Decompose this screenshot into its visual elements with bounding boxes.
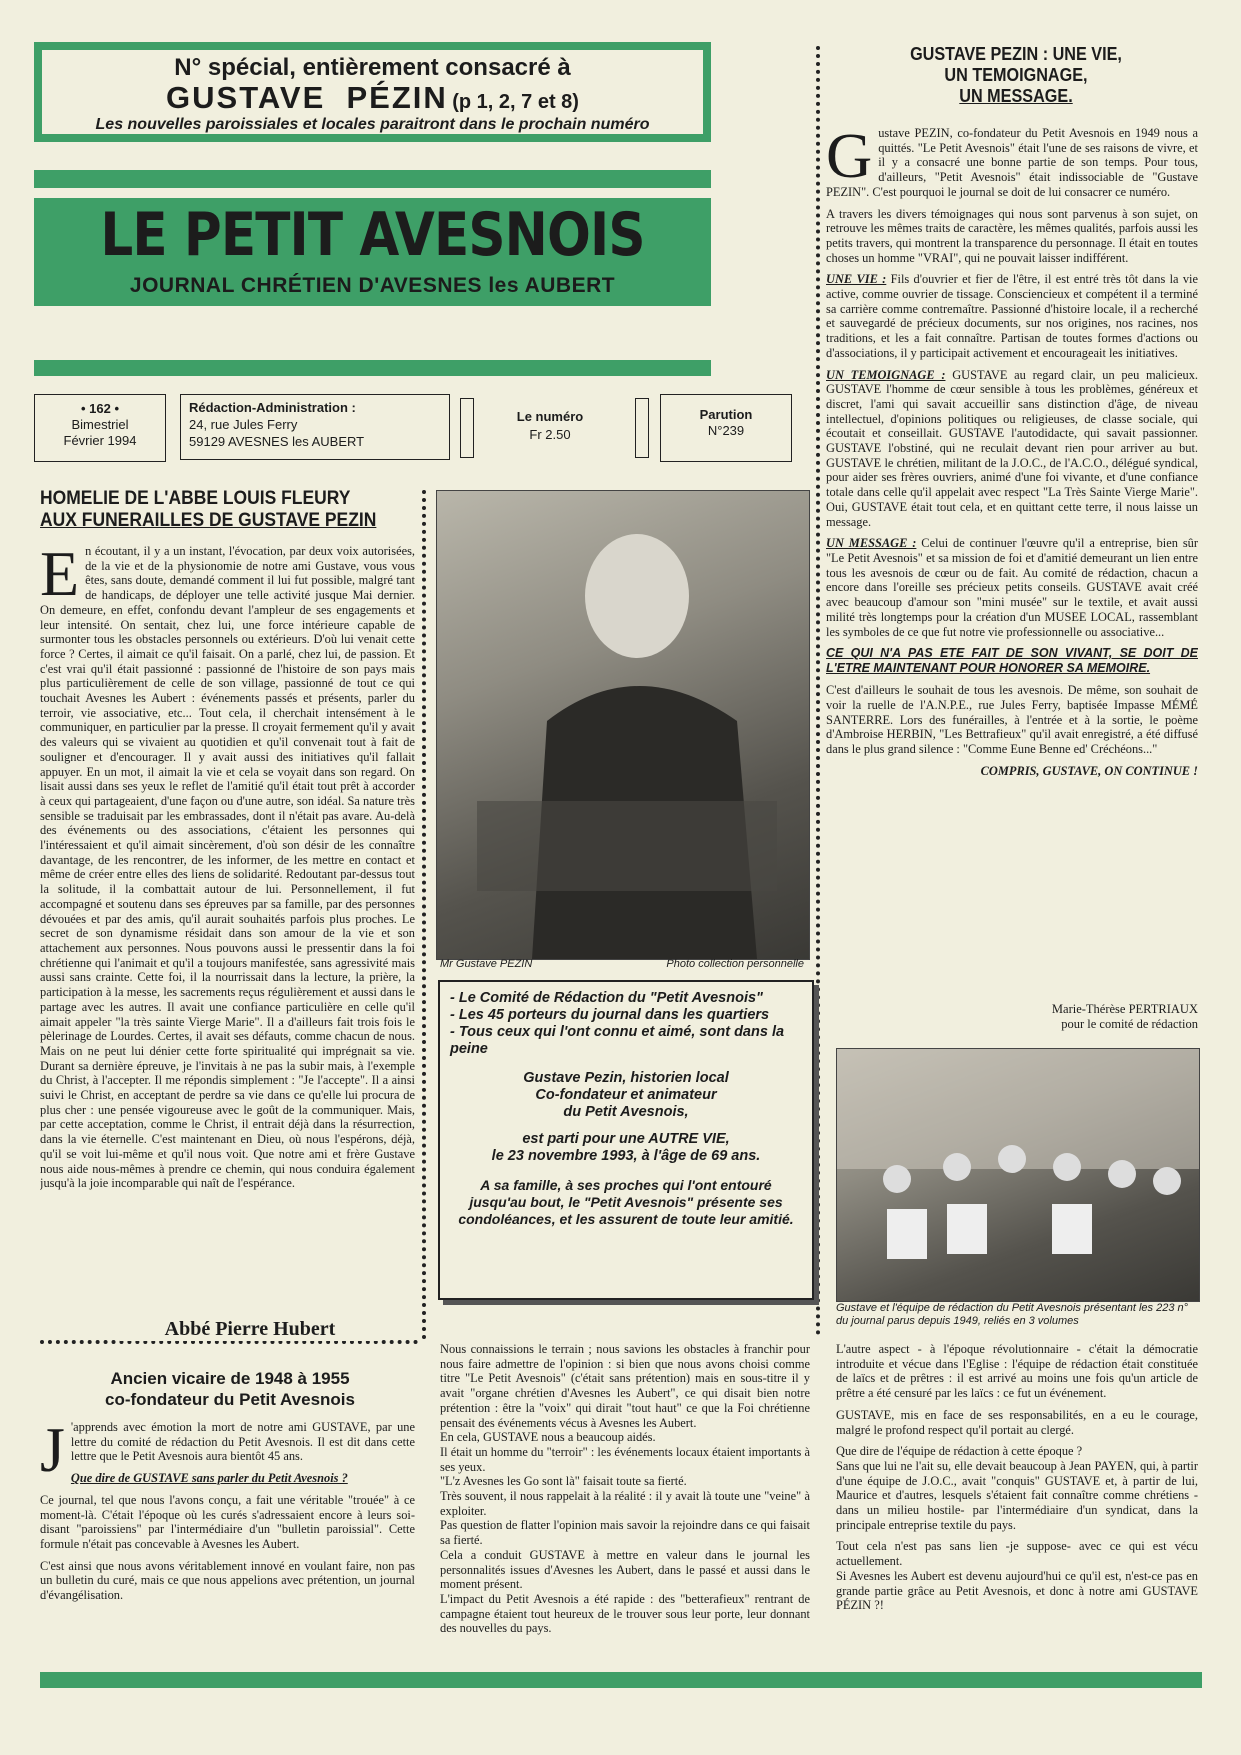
hubert-mid-4: "L'z Avesnes les Go sont là" faisait toute sa fierté.	[440, 1474, 687, 1489]
footer-bar	[40, 1672, 1202, 1688]
bracket-left	[460, 398, 474, 458]
message-label: UN MESSAGE :	[826, 536, 917, 551]
right-title-line3: UN MESSAGE.	[959, 86, 1073, 106]
hubert-name: Abbé Pierre Hubert	[120, 1318, 380, 1341]
team-photo-caption: Gustave et l'équipe de rédaction du Petit Avesnois présentant les 223 n° du journal parus depuis 1949, reliés en 3 volumes	[836, 1302, 1189, 1327]
hubert-question: Que dire de GUSTAVE sans parler du Petit Avesnois ?	[70, 1471, 348, 1486]
hubert-right-1: L'autre aspect - à l'époque révolutionnaire - c'était la démocratie introduite et vécue dans l'Eglise : l'équipe de rédaction était constituée de laïcs et de prêtres : il est arrivé au moins une fois qu'un article de prêtre a été censuré par les laïcs : ce fut un événement.	[836, 1342, 1198, 1401]
masthead-title: LE PETIT AVESNOIS	[100, 200, 645, 270]
right-intro-paragraph	[826, 126, 1198, 200]
homelie-body	[40, 544, 415, 1334]
address-box	[180, 394, 450, 460]
issue-box	[34, 394, 166, 462]
hubert-mid-1: Nous connaissions le terrain ; nous savions les obstacles à franchir pour nous faire admettre de l'opinion : si bien que nous avons choisi comme titre "Le Petit Avesnois" (c'était sans prétention) mais en sous-titre il y avait "organe chrétien d'Avesnes les Aubert", ce qui disait bien notre prétention : être la "voix" qui dirait "tout haut" ce que la Foi chrétienne pensait des événements vécus à Avesnes les Aubert.	[440, 1342, 810, 1430]
obit-list	[440, 982, 812, 1058]
special-name-row	[42, 80, 703, 116]
homelie-text: n écoutant, il y a un instant, l'évocation, par deux voix autorisées, de la vie et de la physionomie de notre ami Gustave, vous vous êtes, sans doute, demandé comment il lui fut possible, malgré tant de handicaps, de déployer une telle activité jusque Mai dernier. On demeure, en effet, confondu devant l'ampleur de ses engagements et leur intensité. On sentait, chez lui, une force intérieure capable de surmonter tous les obstacles personnels ou extérieurs. D'où lui venait cette force ? Certes, il aimait ce qu'il faisait. On a parlé, chez lui, de passion. Et c'est vrai qu'il était passionné : passionné de l'histoire de son pays mais plus particulièrement de celle de son village, passionné de tout ce qui touchait Avesnes les Aubert : événements passés et présents, parler du terroir, vie associative, etc... Tout cela, il cherchait intensément à le communiquer, en particulier par la presse. Il croyait fermement qu'il y avait des valeurs qui se vivaient au quotidien et qu'il convenait tout à fait de souligner et d'encourager. Il y avait aussi des initiatives qu'il fallait appuyer. En un mot, il aimait la vie et cela se voyait dans son regard. On lisait aussi dans ses yeux le reflet de l'amitié qu'il était tout prêt à accorder à ceux qui partageaient, d'une façon ou d'une autre, son idéal. Sa nature très sensible se traduisait par les embrassades, dont il n'était pas avare. Au-delà des événements ou des associations, c'étaient les personnes qui l'intéressaient et qu'il aimait sincèrement, d'où son désir de les connaître davantage, de les rencontrer, de les informer, de les mettre en contact et même de créer entre elles des liens de solidarité. Redoutant par-dessus tout la solitude, il la combattait autour de lui. Personnellement, il fut accompagné et soutenu dans ses épreuves par sa famille, par des personnes dévouées et par des amis, qu'il aurait souhaités parfois plus proches. Le secret de son dynamisme résidait dans son amour de la vie et son attachement aux personnes. Nous pouvons aussi le pressentir dans la foi chrétienne qui l'animait et qu'il a toujours manifestée, sans agressivité mais aussi sans crainte. Cette foi, il la nourrissait dans la lecture, la prière, la participation à la messe, les sacrements reçus régulièrement et aussi dans le partage avec les autres. Il avait une confiance particulière en celle qu'il aimait appeler "la très sainte Vierge Marie". Il a d'ailleurs fait trois fois le pèlerinage de Lourdes. Certes, il avait ses défauts, comme chacun de nous. Mais on ne peut lui dénier cette forte spiritualité qui imprégnait sa vie. Durant sa dernière épreuve, je l'invitais à ne pas la subir mais, à l'exemple du Christ, à l'accepter. Il me répondis simplement : "Je l'accepte". Il a ainsi suivi le Christ, en acceptant de perdre sa vie dans ce qu'elle lui procura de plus cher : une pensée vigoureuse avec le goût de la communiquer. Mais, par cette acceptation, comme le Christ, il entrait déjà dans la résurrection, dans la vie éternelle. C'est maintenant en Dieu, où nous l'espérons, déjà, qu'il se voit lui-même et qu'il nous voit. Que notre ami et frère Gustave nous aide nous-mêmes à prendre ce chemin, qui nous conduira également jusqu'à la joie incomparable qui naît de l'espérance.	[40, 544, 415, 1191]
masthead-subtitle: JOURNAL CHRÉTIEN D'AVESNES les AUBERT	[129, 274, 616, 297]
hubert-mid-3: Il était un homme du "terroir" : les événements locaux étaient importants à ses yeux.	[440, 1444, 810, 1474]
obit-center-line1: Gustave Pezin, historien local	[523, 1070, 729, 1086]
signature-role: pour le comité de rédaction	[1061, 1017, 1198, 1031]
special-line3: Les nouvelles paroissiales et locales paraitront dans le prochain numéro	[95, 116, 650, 133]
right-paragraph-temoignage	[826, 368, 1198, 530]
masthead-bottom-bar	[34, 360, 711, 376]
obit-family: A sa famille, à ses proches qui l'ont entouré jusqu'au bout, le "Petit Avesnois" présente ses condoléances, et les assurent de toute leur amitié.	[458, 1177, 794, 1227]
special-name: GUSTAVE PÉZIN	[166, 80, 448, 115]
hubert-paragraph-3: C'est ainsi que nous avons véritablement innové en voulant faire, non pas un bulletin du curé, mais ce que nous appelions avec prétention, un journal d'évangélisation.	[40, 1558, 415, 1603]
address-line1: 24, rue Jules Ferry	[189, 417, 298, 432]
obit-item-porteurs: - Les 45 porteurs du journal dans les quartiers	[450, 1007, 770, 1023]
issue-number: • 162 •	[80, 401, 120, 416]
hubert-right-4: Sans que lui ne l'ait su, elle devait beaucoup à Jean PAYEN, qui, à partir d'une équipe de J.O.C., avait "conquis" GUSTAVE et, à partir de lui, Maurice et d'autres, lesquels s'étaient fait connaître comme chrétiens -dans un milieu hostile- par l'intermédiaire d'un syndicat, dans la principale entreprise textile du pays.	[836, 1458, 1198, 1532]
obit-center-line3: du Petit Avesnois,	[563, 1104, 689, 1120]
redaction-label: Rédaction-Administration :	[189, 400, 356, 415]
portrait-caption-left: Mr Gustave PEZIN	[440, 958, 533, 970]
hubert-col2	[440, 1342, 810, 1642]
vie-text: Fils d'ouvrier et fier de l'être, il est entré très tôt dans la vie active, comme ouvrier de tissage. Consciencieux et compétent il a terminé sa carrière comme contremaître. Passionné d'histoire locale, il a recherché et sauvegardé de précieux documents, sur nos origines, nos racines, nos traditions, et les a fait connaître. Partisan de toutes formes d'actions ou d'associations, il y participait activement et encourageait les initiatives.	[826, 272, 1198, 360]
hubert-right-2: GUSTAVE, mis en face de ses responsabilités, en a eu le courage, malgré le profond respect qu'il portait au clergé.	[836, 1407, 1198, 1437]
right-dropcap: G	[826, 126, 873, 191]
right-paragraph-2: A travers les divers témoignages qui nous sont parvenus à son sujet, on retrouve les mêmes traits de caractère, les mêmes qualités, parfois aussi les petits travers, qui montrent la transparence du personnage. Il était en toutes choses un homme "VRAI", qui ne pouvait laisser indifférent.	[826, 206, 1198, 265]
right-signature	[826, 1002, 1198, 1032]
special-pages: (p 1, 2, 7 et 8)	[452, 91, 579, 113]
portrait-caption	[440, 958, 804, 970]
address-line2: 59129 AVESNES les AUBERT	[189, 434, 365, 449]
price-block	[500, 408, 600, 444]
hubert-mid-2: En cela, GUSTAVE nous a beaucoup aidés.	[440, 1430, 656, 1445]
bracket-right	[635, 398, 649, 458]
homelie-title-line2: AUX FUNERAILLES DE GUSTAVE PEZIN	[40, 510, 377, 531]
portrait-photo	[436, 490, 810, 960]
obit-box	[438, 980, 814, 1300]
hubert-col3	[836, 1342, 1198, 1662]
hubert-mid-6: Pas question de flatter l'opinion mais savoir la rejoindre dans ce qui faisait sa fierté.	[440, 1518, 810, 1548]
right-paragraph-souhait: C'est d'ailleurs le souhait de tous les avesnois. De même, son souhait de voir la ruelle de l'A.N.P.E., rue Jules Ferry, baptisée Impasse MÉMÉ SANTERRE. Lors des funérailles, à l'entrée et à la sortie, le poème d'Ambroise HERBIN, "Les Bettrafieux" qu'il avait enregistré, a été diffusé dans le plus grand silence : "Comme Eune Benne ed' Créchéons..."	[826, 683, 1198, 757]
hubert-col1	[40, 1420, 415, 1660]
team-photo	[836, 1048, 1200, 1302]
hubert-right-6: Si Avesnes les Aubert est devenu aujourd'hui ce qu'il est, n'est-ce pas en grande partie grâce au Petit Avesnois, et donc à notre ami GUSTAVE PÉZIN ?!	[836, 1568, 1198, 1613]
hubert-right-5: Tout cela n'est pas sans lien -je suppose- avec ce qui est vécu actuellement.	[836, 1539, 1198, 1569]
right-paragraph-message	[826, 536, 1198, 639]
message-text: Celui de continuer l'œuvre qu'il a entreprise, bien sûr "Le Petit Avesnois" et sa mission de foi et d'amitié demeurant un lien entre tous les avesnois de cœur ou de fait. Au comité de rédaction, chacun a encore dans l'oreille ses précieux petits conseils. GUSTAVE avait créé avec beaucoup d'amour son "mini musée" sur le textile, et avait aussi milité très longtemps pour la création d'un MUSEE LOCAL, rassemblant les symboles de ce que fut notre vie professionnelle ou associative...	[826, 536, 1198, 639]
parution-label: Parution	[699, 407, 753, 422]
obit-depart-line1: est parti pour une AUTRE VIE,	[522, 1131, 730, 1147]
masthead	[34, 198, 711, 306]
homelie-title-line1: HOMELIE DE L'ABBE LOUIS FLEURY	[40, 488, 351, 509]
obit-item-committee: - Le Comité de Rédaction du "Petit Avesnois"	[450, 990, 763, 1006]
portrait-caption-right: Photo collection personnelle	[666, 958, 804, 970]
right-emphasis: CE QUI N'A PAS ETE FAIT DE SON VIVANT, SE DOIT DE L'ETRE MAINTENANT POUR HONORER SA MEMOIRE.	[826, 646, 1198, 676]
obit-center	[440, 1070, 812, 1121]
hubert-mid-5: Très souvent, il nous rappelait à la réalité : il y avait là toute une "veine" à exploiter.	[440, 1489, 810, 1518]
parution-number: N°239	[707, 423, 745, 438]
special-box	[34, 42, 711, 142]
hubert-mid-7: Cela a conduit GUSTAVE à mettre en valeur dans le journal les personnalités issues d'Avesnes les Aubert, dans le passé et aussi dans le moment présent.	[440, 1547, 810, 1592]
hubert-dropcap: J	[40, 1420, 65, 1485]
hubert-subtitle	[40, 1368, 420, 1410]
issue-date: Février 1994	[63, 433, 137, 448]
divider-left-column	[422, 490, 426, 1340]
obit-depart-line2: le 23 novembre 1993, à l'âge de 69 ans.	[491, 1148, 761, 1164]
obit-center-line2: Co-fondateur et animateur	[535, 1087, 717, 1103]
portrait-figure	[437, 491, 809, 959]
right-paragraph-vie	[826, 272, 1198, 360]
right-intro: ustave PEZIN, co-fondateur du Petit Avesnois en 1949 nous a quittés. "Le Petit Avesnois" était l'une de ses raisons de vivre, et il y a consacré une bonne partie de son temps. Pour tous, d'ailleurs, "Petit Avesnois" était indissociable de "Gustave PEZIN". C'est pourquoi le journal se doit de lui consacrer ce numéro.	[826, 126, 1198, 199]
divider-right-column	[816, 46, 820, 1336]
right-body	[826, 126, 1198, 866]
team-figures	[837, 1049, 1199, 1301]
right-title-line1: GUSTAVE PEZIN : UNE VIE,	[910, 44, 1122, 64]
right-compris: COMPRIS, GUSTAVE, ON CONTINUE !	[980, 763, 1198, 778]
hubert-sub-line2: co-fondateur du Petit Avesnois	[105, 1390, 355, 1409]
homelie-title	[40, 488, 390, 532]
hubert-paragraph-2: Ce journal, tel que nous l'avons conçu, a fait une véritable "trouée" à ce moment-là. C'était l'époque où les curés s'adressaient encore à leurs soi-disant "paroissiens" par l'intermédiaire d'un "bulletin paroissial". Cette formule n'était pas concevable à Avesnes les Aubert.	[40, 1492, 415, 1551]
special-line1: N° spécial, entièrement consacré à	[174, 54, 571, 81]
homelie-dropcap: E	[40, 544, 80, 609]
hubert-sub-line1: Ancien vicaire de 1948 à 1955	[110, 1369, 350, 1388]
right-title-line2: UN TEMOIGNAGE,	[944, 65, 1088, 85]
hubert-intro: 'apprends avec émotion la mort de notre ami GUSTAVE, par une lettre du comité de rédaction du Petit Avesnois. Il est dit dans cette lettre que le Petit Avesnois aura bientôt 45 ans.	[70, 1420, 415, 1464]
parution-box	[660, 394, 792, 462]
price: Fr 2.50	[529, 427, 571, 442]
vie-label: UNE VIE :	[826, 272, 887, 287]
obit-item-friends: - Tous ceux qui l'ont connu et aimé, sont dans la peine	[450, 1024, 785, 1057]
obit-depart	[440, 1131, 812, 1165]
temoignage-text: GUSTAVE au regard clair, un peu malicieux. GUSTAVE l'homme de cœur sensible à tous les problèmes, généreux et discret, l'ami qui savait accueillir sans distinction d'âge, de niveau intellectuel, d'opinions politiques ou religieuses, de classe sociale, qui écoutait et conseillait. GUSTAVE l'autodidacte, qui savait passionner. GUSTAVE l'obstiné, qui ne reculait devant rien pour arriver au but. GUSTAVE le chrétien, militant de la J.O.C., de l'A.C.O., délégué syndical, pour aider ses frères ouvriers, animé d'une foi vivante, et d'une confiance totale dans celle qu'il appelait avec respect "La Très Sainte Vierge Marie". Oui, GUSTAVE était tout cela, et en quittant cette terre, il nous laisse un message.	[826, 367, 1198, 529]
right-title	[845, 44, 1187, 107]
hubert-right-3: Que dire de l'équipe de rédaction à cette époque ?	[836, 1444, 1083, 1459]
hubert-mid-8: L'impact du Petit Avesnois a été rapide : des "betterafieux" rentrant de campagne étaient tout heureux de le trouver sous leur porte, leur donnant des nouvelles du pays.	[440, 1591, 810, 1636]
temoignage-label: UN TEMOIGNAGE :	[826, 367, 946, 382]
issue-frequency: Bimestriel	[71, 417, 129, 432]
masthead-top-bar	[34, 170, 711, 188]
numero-label: Le numéro	[516, 409, 584, 424]
signature-name: Marie-Thérèse PERTRIAUX	[1051, 1002, 1198, 1016]
